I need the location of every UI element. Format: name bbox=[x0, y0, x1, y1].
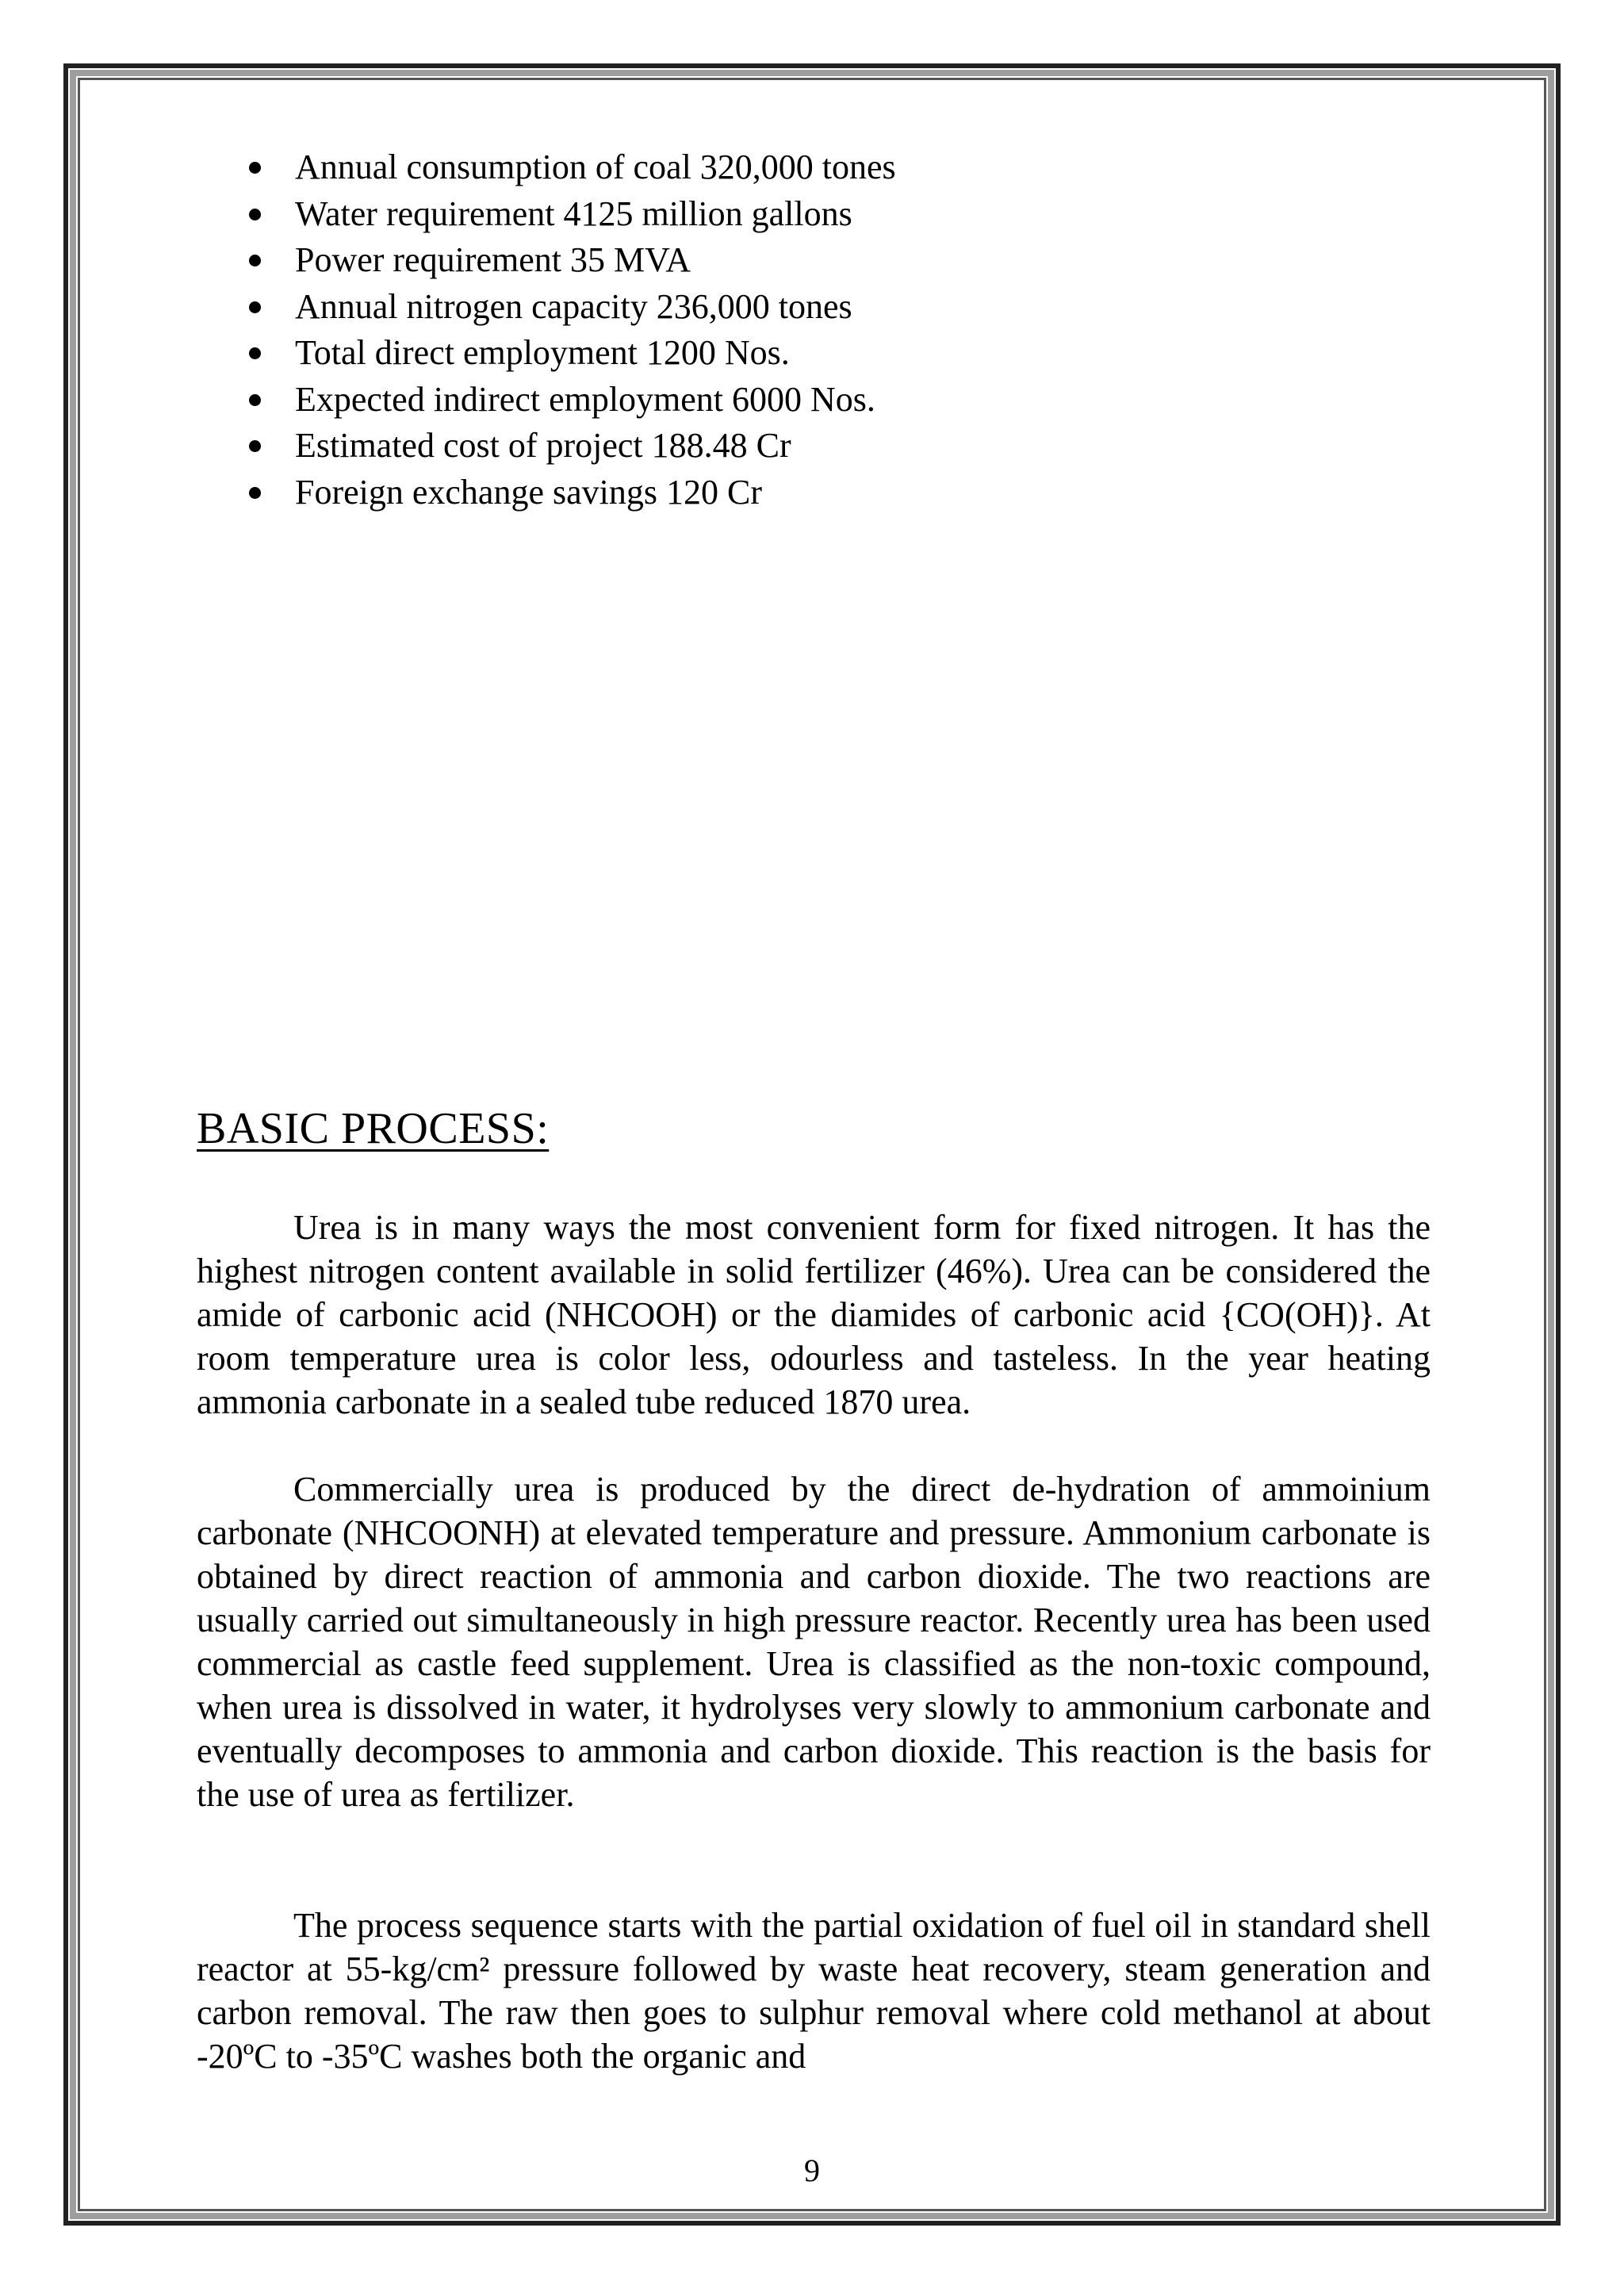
paragraph-commercial-production bbox=[197, 1467, 1431, 1816]
list-item-text: Estimated cost of project 188.48 Cr bbox=[295, 426, 791, 465]
bullet-icon bbox=[249, 301, 261, 313]
list-item bbox=[197, 237, 1431, 284]
list-item bbox=[197, 377, 1431, 424]
bullet-icon bbox=[249, 209, 261, 220]
list-item-text: Annual nitrogen capacity 236,000 tones bbox=[295, 286, 852, 326]
paragraph-text: Urea is in many ways the most convenient form for fixed nitrogen. It has the highest nitrogen content available in solid fertilizer (46%). Urea can be considered the amide of carbonic acid (NHCOOH) or the diamides of carbonic acid {CO(OH)}. At room temperature urea is color less, odourless and tasteless. In the year heating ammonia carbonate in a sealed tube reduced 1870 urea. bbox=[197, 1208, 1431, 1421]
list-item-text: Water requirement 4125 million gallons bbox=[295, 194, 852, 233]
section-heading: BASIC PROCESS: bbox=[197, 1104, 550, 1153]
list-item-text: Power requirement 35 MVA bbox=[295, 240, 691, 279]
project-facts-list bbox=[197, 144, 1431, 516]
page-number: 9 bbox=[804, 2153, 820, 2188]
paragraph-text: Commercially urea is produced by the direct de-hydration of ammoinium carbonate (NHCOONH) at elevated temperature and pressure. Ammonium carbonate is obtained by direct reaction of ammonia and carbon dioxide. The two reactions are usually carried out simultaneously in high pressure reactor. Recently urea has been used commercial as castle feed supplement. Urea is classified as the non-toxic compound, when urea is dissolved in water, it hydrolyses very slowly to ammonium carbonate and eventually decomposes to ammonia and carbon dioxide. This reaction is the basis for the use of urea as fertilizer. bbox=[197, 1470, 1431, 1814]
bullet-icon bbox=[249, 162, 261, 174]
list-item-text: Total direct employment 1200 Nos. bbox=[295, 333, 790, 372]
list-item bbox=[197, 284, 1431, 331]
bullet-icon bbox=[249, 347, 261, 359]
bullet-icon bbox=[249, 255, 261, 266]
list-item bbox=[197, 144, 1431, 191]
list-item bbox=[197, 330, 1431, 377]
bullet-section bbox=[197, 144, 1431, 516]
list-item bbox=[197, 423, 1431, 470]
paragraph-text: The process sequence starts with the partial oxidation of fuel oil in standard shell reactor at 55-kg/cm² pressure followed by waste heat recovery, steam generation and carbon removal. The raw then goes to sulphur removal where cold methanol at about -20ºC to -35ºC washes both the organic and bbox=[197, 1906, 1431, 2076]
paragraph-process-sequence bbox=[197, 1904, 1431, 2078]
bullet-icon bbox=[249, 487, 261, 499]
bullet-icon bbox=[249, 440, 261, 452]
list-item bbox=[197, 191, 1431, 238]
list-item-text: Foreign exchange savings 120 Cr bbox=[295, 472, 762, 512]
bullet-icon bbox=[249, 394, 261, 406]
list-item bbox=[197, 470, 1431, 516]
list-item-text: Expected indirect employment 6000 Nos. bbox=[295, 379, 875, 419]
paragraph-urea-intro bbox=[197, 1206, 1431, 1424]
list-item-text: Annual consumption of coal 320,000 tones bbox=[295, 148, 896, 186]
